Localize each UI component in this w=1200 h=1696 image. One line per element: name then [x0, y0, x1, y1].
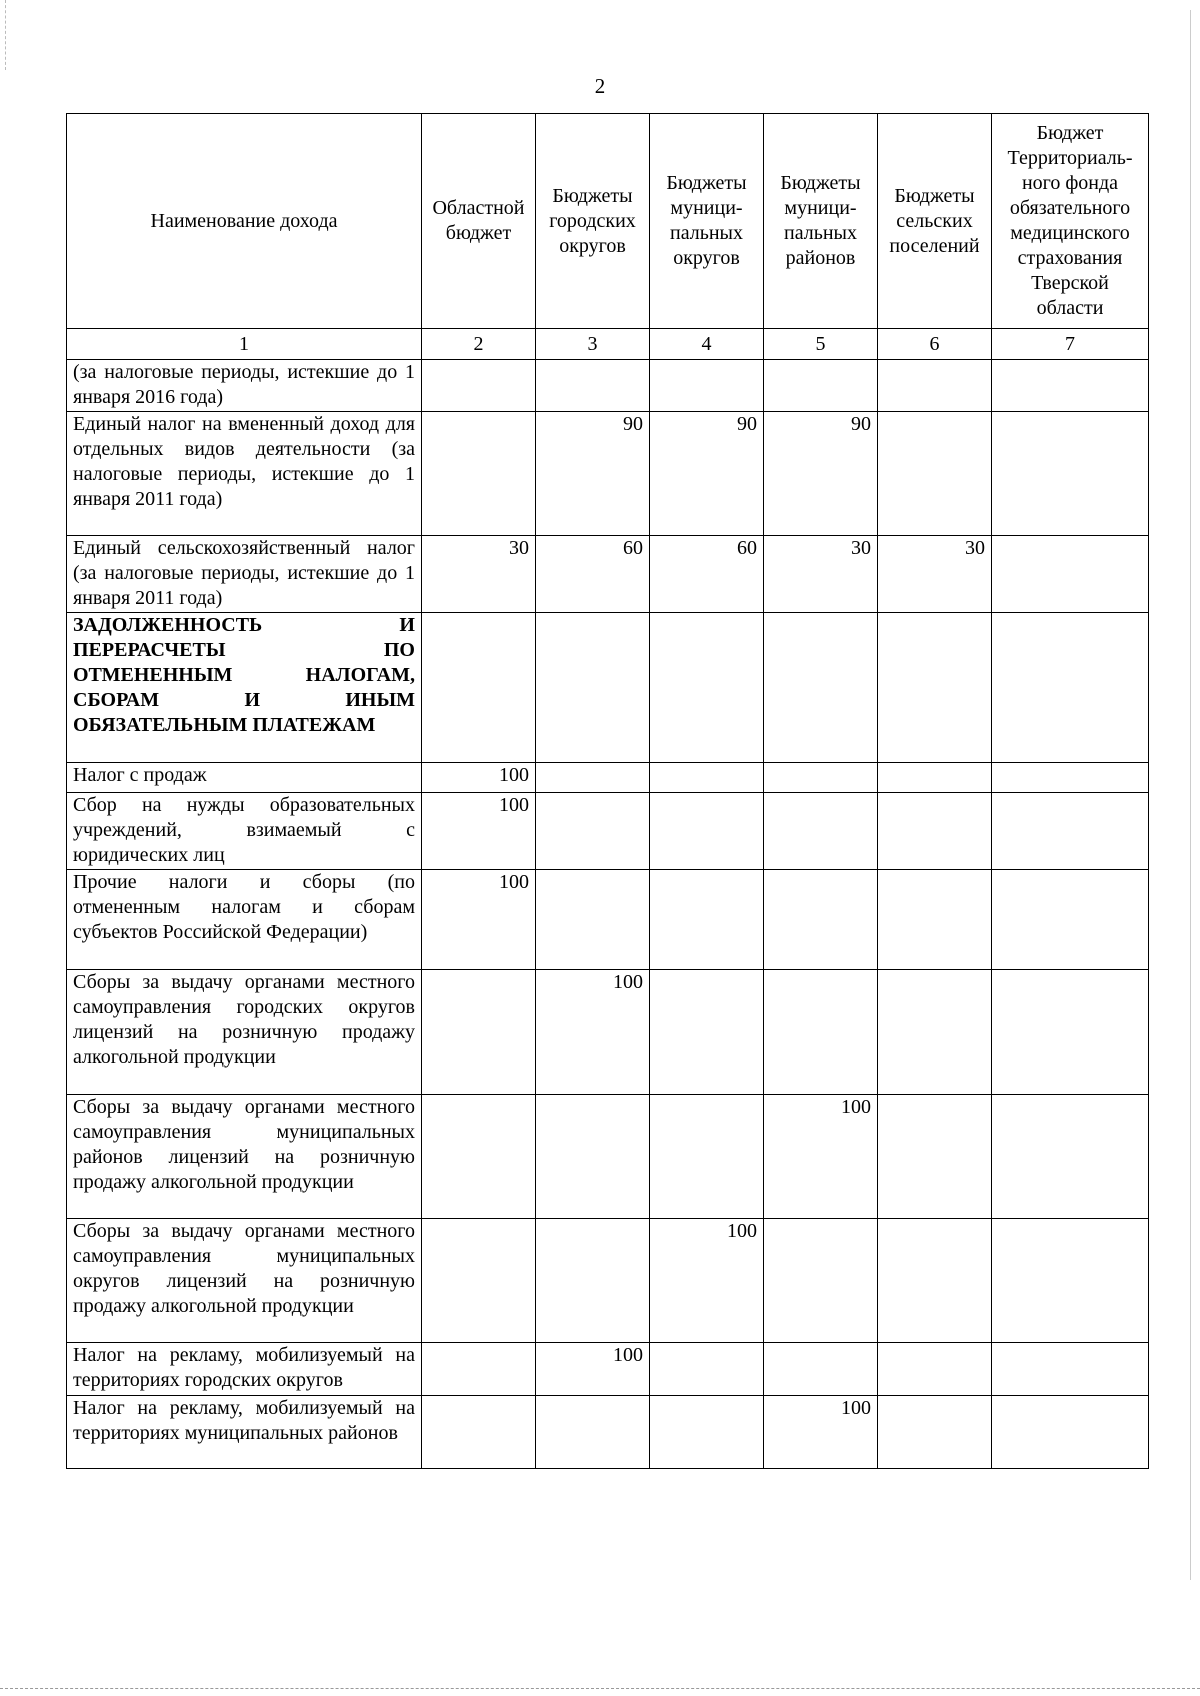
- value-cell: [878, 970, 992, 1095]
- value-cell: [650, 1396, 764, 1469]
- value-cell: [422, 1095, 536, 1219]
- revenue-distribution-table: [66, 113, 1149, 1469]
- value-cell: [878, 613, 992, 763]
- table-row: [67, 1343, 1149, 1396]
- table-row: [67, 793, 1149, 870]
- value-cell: 100: [764, 1396, 878, 1469]
- value-cell: [992, 1095, 1149, 1219]
- value-cell: 60: [650, 536, 764, 613]
- value-cell: [536, 1219, 650, 1343]
- value-cell: [764, 1219, 878, 1343]
- value-cell: [992, 793, 1149, 870]
- value-cell: [536, 360, 650, 412]
- value-cell: [422, 360, 536, 412]
- column-number: 5: [764, 329, 878, 360]
- header-rural-settlements: Бюджеты сельских поселений: [878, 114, 992, 329]
- scan-edge-left: [5, 0, 7, 70]
- value-cell: [650, 793, 764, 870]
- income-name-cell: ЗАДОЛЖЕННОСТЬ И ПЕРЕРАСЧЕТЫ ПО ОТМЕНЕННЫМ НАЛОГАМ, СБОРАМ И ИНЫМ ОБЯЗАТЕЛЬНЫМ ПЛАТЕЖАМ: [67, 613, 422, 763]
- column-number: 7: [992, 329, 1149, 360]
- value-cell: [536, 613, 650, 763]
- value-cell: [650, 613, 764, 763]
- value-cell: [878, 1343, 992, 1396]
- header-income-name: Наименование дохода: [67, 114, 422, 329]
- income-name-cell: Прочие налоги и сборы (по отмененным налогам и сборам субъектов Российской Федерации): [67, 870, 422, 970]
- table-row: [67, 613, 1149, 763]
- value-cell: [650, 1095, 764, 1219]
- table-row: [67, 412, 1149, 536]
- column-numbers-row: [67, 329, 1149, 360]
- value-cell: [650, 970, 764, 1095]
- value-cell: [992, 1396, 1149, 1469]
- value-cell: [878, 1095, 992, 1219]
- value-cell: [536, 870, 650, 970]
- value-cell: [878, 763, 992, 793]
- value-cell: [878, 793, 992, 870]
- value-cell: [992, 360, 1149, 412]
- header-municipal-districts: Бюджеты муници-пальных районов: [764, 114, 878, 329]
- header-regional-budget: Областной бюджет: [422, 114, 536, 329]
- value-cell: 100: [422, 763, 536, 793]
- scan-edge-right: [1190, 10, 1192, 1580]
- value-cell: [536, 1095, 650, 1219]
- page-number: 2: [594, 74, 606, 98]
- column-number: 1: [67, 329, 422, 360]
- value-cell: [536, 763, 650, 793]
- value-cell: 100: [422, 793, 536, 870]
- value-cell: [992, 970, 1149, 1095]
- table-row: [67, 970, 1149, 1095]
- table-row: [67, 536, 1149, 613]
- table-row: [67, 360, 1149, 412]
- value-cell: [992, 870, 1149, 970]
- value-cell: 90: [536, 412, 650, 536]
- income-name-cell: Налог на рекламу, мобилизуемый на территориях городских округов: [67, 1343, 422, 1396]
- income-name-cell: Сборы за выдачу органами местного самоуправления муниципальных районов лицензий на розничную продажу алкогольной продукции: [67, 1095, 422, 1219]
- value-cell: 90: [764, 412, 878, 536]
- table-row: [67, 870, 1149, 970]
- value-cell: [650, 870, 764, 970]
- value-cell: 30: [764, 536, 878, 613]
- table-body: [67, 360, 1149, 1469]
- value-cell: [422, 613, 536, 763]
- value-cell: [764, 613, 878, 763]
- column-number: 6: [878, 329, 992, 360]
- value-cell: 100: [650, 1219, 764, 1343]
- value-cell: [992, 412, 1149, 536]
- value-cell: 60: [536, 536, 650, 613]
- income-name-cell: Сбор на нужды образовательных учреждений, взимаемый с юридических лиц: [67, 793, 422, 870]
- value-cell: [878, 1396, 992, 1469]
- header-municipal-okrugs: Бюджеты муници-пальных округов: [650, 114, 764, 329]
- value-cell: [764, 793, 878, 870]
- value-cell: [764, 1343, 878, 1396]
- column-number: 4: [650, 329, 764, 360]
- value-cell: [878, 412, 992, 536]
- value-cell: [422, 1343, 536, 1396]
- column-number: 2: [422, 329, 536, 360]
- value-cell: [878, 360, 992, 412]
- value-cell: 100: [764, 1095, 878, 1219]
- value-cell: 100: [536, 970, 650, 1095]
- value-cell: [650, 763, 764, 793]
- value-cell: [422, 1396, 536, 1469]
- table-row: [67, 1095, 1149, 1219]
- value-cell: [650, 360, 764, 412]
- value-cell: [992, 613, 1149, 763]
- value-cell: 30: [878, 536, 992, 613]
- value-cell: [878, 1219, 992, 1343]
- income-name-cell: Сборы за выдачу органами местного самоуправления муниципальных округов лицензий на розничную продажу алкогольной продукции: [67, 1219, 422, 1343]
- value-cell: [422, 1219, 536, 1343]
- value-cell: [992, 763, 1149, 793]
- value-cell: [536, 793, 650, 870]
- income-name-cell: Сборы за выдачу органами местного самоуправления городских округов лицензий на розничную продажу алкогольной продукции: [67, 970, 422, 1095]
- income-name-cell: Единый сельскохозяйственный налог (за налоговые периоды, истекшие до 1 января 2011 года): [67, 536, 422, 613]
- header-city-districts: Бюджеты городских округов: [536, 114, 650, 329]
- value-cell: [992, 1343, 1149, 1396]
- value-cell: [878, 870, 992, 970]
- table-row: [67, 763, 1149, 793]
- value-cell: [764, 360, 878, 412]
- value-cell: [764, 763, 878, 793]
- scan-edge-bottom: [0, 1688, 1200, 1690]
- value-cell: 100: [422, 870, 536, 970]
- table-row: [67, 1396, 1149, 1469]
- value-cell: [650, 1343, 764, 1396]
- value-cell: 100: [536, 1343, 650, 1396]
- value-cell: [992, 1219, 1149, 1343]
- income-name-cell: Налог с продаж: [67, 763, 422, 793]
- table-header-row: [67, 114, 1149, 329]
- income-name-cell: Налог на рекламу, мобилизуемый на территориях муниципальных районов: [67, 1396, 422, 1469]
- value-cell: [992, 536, 1149, 613]
- value-cell: [764, 870, 878, 970]
- value-cell: 90: [650, 412, 764, 536]
- table-row: [67, 1219, 1149, 1343]
- header-oms-fund: Бюджет Территориаль-ного фонда обязательного медицинского страхования Тверской области: [992, 114, 1149, 329]
- value-cell: [764, 970, 878, 1095]
- column-number: 3: [536, 329, 650, 360]
- income-name-cell: Единый налог на вмененный доход для отдельных видов деятельности (за налоговые периоды, истекшие до 1 января 2011 года): [67, 412, 422, 536]
- value-cell: 30: [422, 536, 536, 613]
- income-name-cell: (за налоговые периоды, истекшие до 1 января 2016 года): [67, 360, 422, 412]
- value-cell: [422, 970, 536, 1095]
- value-cell: [422, 412, 536, 536]
- value-cell: [536, 1396, 650, 1469]
